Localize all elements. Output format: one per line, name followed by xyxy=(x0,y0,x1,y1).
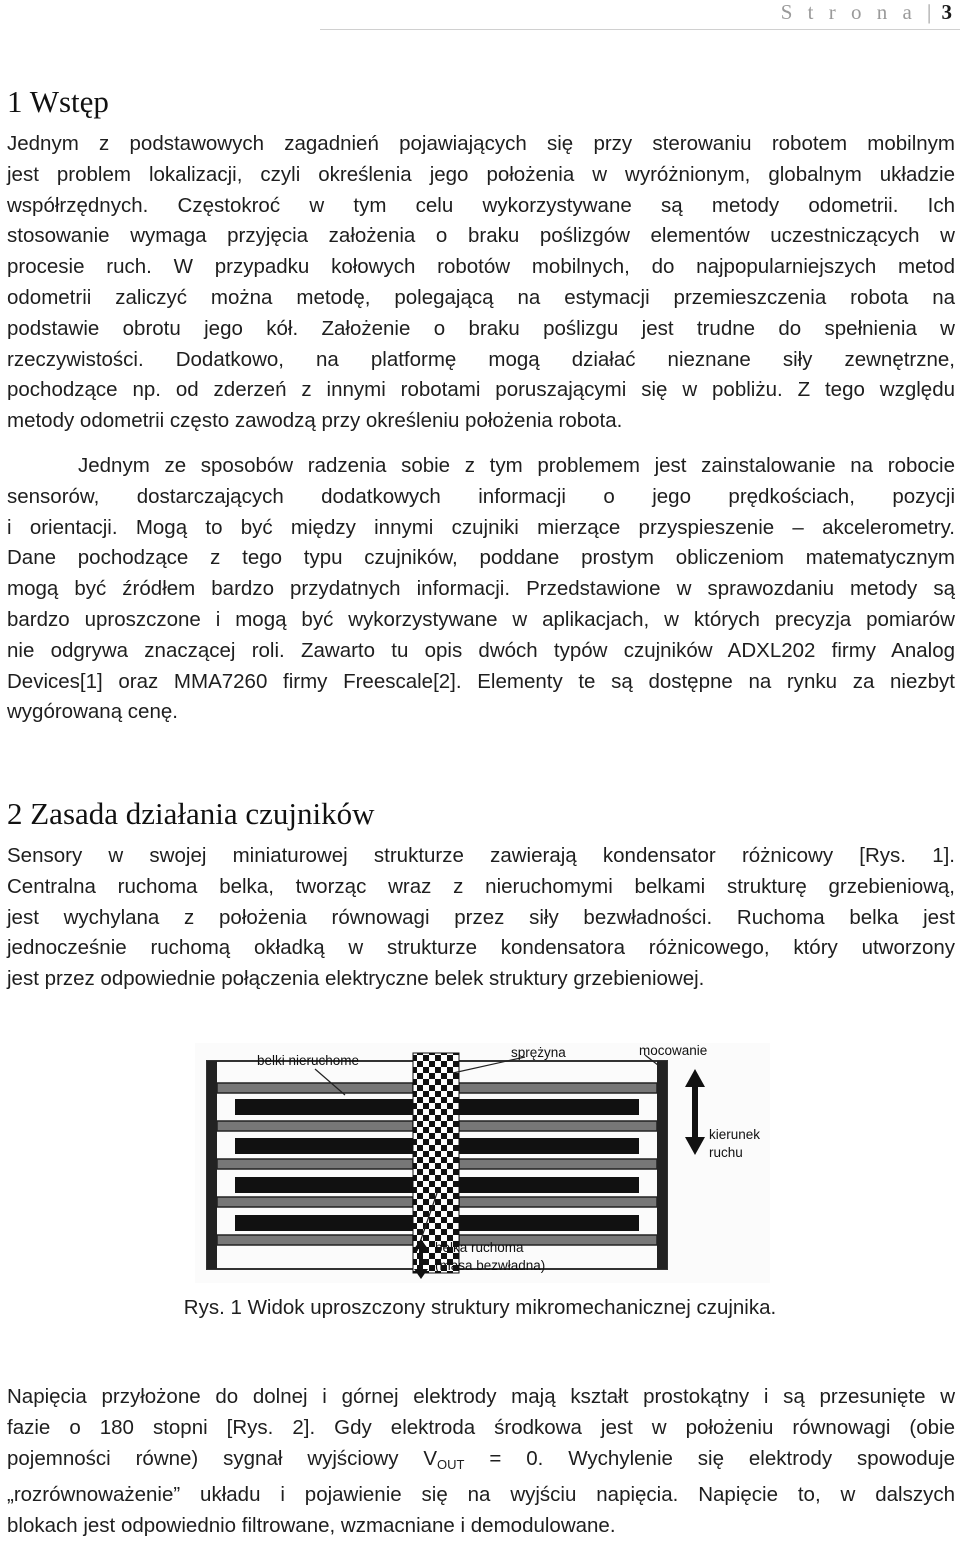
text-line: procesie ruch. W przypadku kołowych robotów mobilnych, do najpopularniejszych metod xyxy=(7,255,955,279)
text-line: Jednym z podstawowych zagadnień pojawiających się przy sterowaniu robotem mobilnym xyxy=(7,132,955,155)
text-line: jest wychylana z położenia równowagi przez siły bezwładności. Ruchoma belka jest xyxy=(7,905,955,929)
label-fixed-beams: belki nieruchome xyxy=(257,1053,360,1068)
text-line: Napięcia przyłożone do dolnej i górnej elektrody mają kształt prostokątny i są przesunięte w xyxy=(7,1385,955,1408)
label-direction: kierunek xyxy=(709,1127,761,1142)
page-separator: | xyxy=(927,0,932,24)
section-1-title: 1 Wstęp xyxy=(7,84,109,119)
section-2-paragraph-1 xyxy=(7,841,955,995)
section-2-title: 2 Zasada działania czujników xyxy=(7,796,375,831)
header-rule xyxy=(320,29,960,30)
text-line: nie odgrywa znaczącej roli. Zawarto tu opis dwóch typów czujników ADXL202 firmy Analog xyxy=(7,638,955,662)
text-line: rzeczywistości. Dodatkowo, na platformę mogą działać nieznane siły zewnętrzne, xyxy=(7,347,955,371)
text-line: jest problem lokalizacji, czyli określenia jego położenia w wyróżnionym, globalnym układzie xyxy=(7,162,955,186)
page-number xyxy=(781,0,952,25)
text-line: mogą być źródłem bardzo przydatnych informacji. Przedstawione w sprawozdaniu metody są xyxy=(7,577,955,601)
section-1-paragraph-1 xyxy=(7,129,955,437)
text-line: metody odometrii często zawodzą przy określeniu położenia robota. xyxy=(7,409,623,433)
text-segment: pojemności równe) sygnał wyjściowy V xyxy=(7,1446,438,1470)
section-1-paragraph-2 xyxy=(7,451,955,728)
text-line: Centralna ruchoma belka, tworząc wraz z nieruchomymi belkami strukturę grzebieniową, xyxy=(7,874,955,898)
text-line: stosowanie wymaga przyjęcia założenia o braku poślizgów elementów uczestniczących w xyxy=(7,224,955,248)
text-line: Jednym ze sposobów radzenia sobie z tym problemem jest zainstalowanie na robocie xyxy=(78,454,955,477)
text-line: sensorów, dostarczających dodatkowych informacji o jego prędkościach, pozycji xyxy=(7,484,955,508)
page-number-value: 3 xyxy=(941,0,952,24)
left-mount xyxy=(207,1061,217,1269)
page-label: S t r o n a xyxy=(780,0,917,24)
text-line: odometrii zaliczyć można metodę, polegającą na estymacji przemieszczenia robota na xyxy=(7,285,955,309)
page-header xyxy=(0,0,960,30)
text-line: jednocześnie ruchomą okładką w strukturze kondensatora różnicowego, który utworzony xyxy=(7,936,955,960)
figure-caption: Rys. 1 Widok uproszczony struktury mikromechanicznej czujnika. xyxy=(183,1296,777,1319)
text-line: podstawie obrotu jego kół. Założenie o braku poślizgu jest trudne do spełnienia w xyxy=(7,316,955,340)
text-line: fazie o 180 stopni [Rys. 2]. Gdy elektroda środkowa jest w położeniu równowagi (obie xyxy=(7,1415,955,1439)
sensor-structure-figure xyxy=(195,1043,770,1283)
text-line: blokach jest odpowiednio filtrowane, wzmacniane i demodulowane. xyxy=(7,1514,616,1538)
text-line: pochodzące np. od zderzeń z innymi robotami poruszającymi się w pobliżu. Z tego względu xyxy=(7,378,955,402)
text-line xyxy=(7,1444,955,1481)
text-line: „rozrównoważenie” układu i pojawienie się na wyjściu napięcia. Napięcie to, w dalszych xyxy=(7,1483,955,1507)
subscript-out: OUT xyxy=(437,1456,465,1472)
text-line: jest przez odpowiednie połączenia elektryczne belek struktury grzebieniowej. xyxy=(7,967,705,991)
text-line: wygórowaną cenę. xyxy=(7,700,178,724)
text-line: Dane pochodzące z tego typu czujników, poddane prostym obliczeniom matematycznym xyxy=(7,546,955,570)
text-line: Sensory w swojej miniaturowej strukturze zawierają kondensator różnicowy [Rys. 1]. xyxy=(7,844,955,867)
text-line: bardzo uproszczone i mogą być wykorzystywane w aplikacjach, w których precyzja pomiarów xyxy=(7,607,955,631)
text-line: Devices[1] oraz MMA7260 firmy Freescale[2]. Elementy te są dostępne na rynku za niezbyt xyxy=(7,669,955,693)
right-mount xyxy=(657,1061,667,1269)
label-mount: mocowanie xyxy=(639,1043,708,1058)
label-direction-2: ruchu xyxy=(709,1145,743,1160)
text-line: współrzędnych. Częstokroć w tym celu wykorzystywane są metody odometrii. Ich xyxy=(7,193,955,217)
label-inertial-mass: (masa bezwładna) xyxy=(435,1258,546,1273)
label-spring: sprężyna xyxy=(511,1045,566,1060)
text-line: i orientacji. Mogą to być między innymi czujniki mierzące przyspieszenie – akcelerometry. xyxy=(7,515,955,539)
label-moving-beam: belka ruchoma xyxy=(435,1240,524,1255)
text-segment: = 0. Wychylenie się elektrody spowoduje xyxy=(464,1446,956,1470)
section-2-paragraph-2 xyxy=(7,1382,955,1542)
